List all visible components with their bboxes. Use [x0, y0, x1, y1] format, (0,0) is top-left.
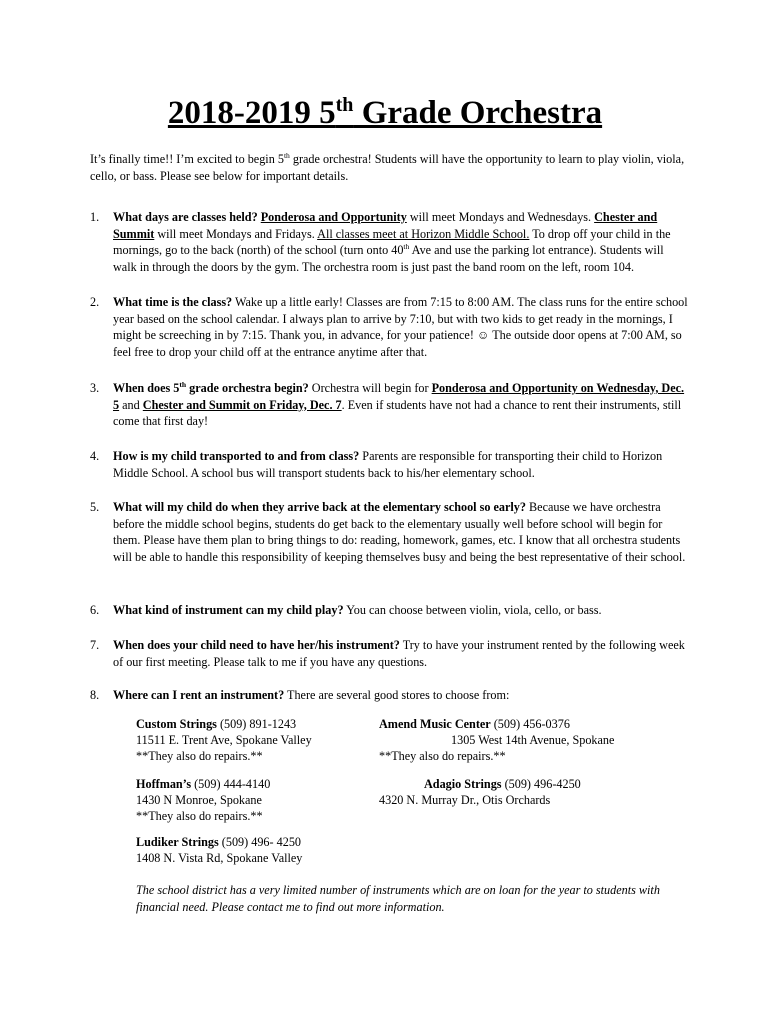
loan-instruments-note: The school district has a very limited number of instruments which are on loan for the year to students with financial need. Please contact me to find out more information.	[136, 883, 660, 914]
location-note: All classes meet at Horizon Middle School.	[317, 226, 530, 241]
store-amend-music-center	[379, 717, 614, 764]
superscript: th	[179, 379, 187, 389]
store-repair-note: **They also do repairs.**	[136, 748, 263, 763]
faq-text: will meet Mondays and Wednesdays.	[406, 210, 595, 224]
faq-item-8	[90, 687, 690, 704]
faq-question: What will my child do when they arrive back at the elementary school so early?	[113, 500, 526, 514]
faq-question: What kind of instrument can my child play?	[113, 603, 344, 617]
store-custom-strings	[136, 717, 312, 764]
store-adagio-strings	[379, 777, 581, 809]
store-address: 1408 N. Vista Rd, Spokane Valley	[136, 850, 303, 865]
item-number: 8.	[90, 688, 100, 702]
store-heading	[379, 777, 581, 793]
page-title	[0, 95, 770, 131]
intro-paragraph	[90, 151, 690, 184]
title-text-end: Grade Orchestra	[353, 95, 603, 131]
store-heading	[136, 717, 312, 733]
item-number: 7.	[90, 638, 100, 652]
store-phone: (509) 496-4250	[501, 777, 581, 791]
faq-item-body	[113, 637, 690, 670]
start-date-1: Ponderosa and Opportunity on Wednesday, Dec. 5	[113, 381, 685, 412]
title-text: 2018-2019 5	[167, 95, 336, 131]
faq-item-1	[90, 209, 690, 275]
faq-text: and	[119, 397, 143, 412]
faq-item-3	[90, 380, 690, 430]
store-phone: (509) 456-0376	[490, 717, 570, 731]
faq-item-body	[113, 602, 690, 619]
faq-question-end: grade orchestra begin?	[186, 381, 309, 395]
faq-item-body	[113, 687, 690, 704]
faq-item-7	[90, 637, 690, 670]
item-number: 2.	[90, 295, 100, 309]
faq-item-body	[113, 294, 690, 360]
title-superscript: th	[335, 94, 354, 116]
faq-question: When does your child need to have her/his instrument?	[113, 638, 400, 652]
store-name: Ludiker Strings	[136, 835, 219, 849]
item-number: 4.	[90, 449, 100, 463]
faq-item-6	[90, 602, 690, 619]
faq-answer: There are several good stores to choose from:	[284, 688, 510, 702]
superscript: th	[403, 242, 410, 252]
store-address: 1305 West 14th Avenue, Spokane	[451, 732, 615, 747]
store-ludiker-strings	[136, 835, 302, 867]
faq-answer: Try to have your instrument rented by the following week of our first meeting. Please talk to me if you have any questions.	[113, 638, 685, 669]
faq-item-body	[113, 499, 690, 565]
store-phone: (509) 444-4140	[191, 777, 271, 791]
faq-question: When does 5	[113, 381, 180, 395]
item-number: 3.	[90, 381, 100, 395]
faq-item-body	[113, 448, 690, 481]
intro-superscript: th	[283, 150, 290, 160]
store-phone: (509) 891-1243	[216, 717, 297, 731]
store-address: 1430 N Monroe, Spokane	[136, 792, 262, 807]
item-number: 1.	[90, 210, 100, 224]
item-number: 6.	[90, 603, 100, 617]
store-address: 11511 E. Trent Ave, Spokane Valley	[136, 732, 312, 747]
faq-answer: You can choose between violin, viola, cello, or bass.	[343, 603, 602, 617]
intro-text-a: It’s finally time!! I’m excited to begin 5	[90, 152, 284, 166]
school-group-2: Chester and Summit	[113, 210, 658, 241]
faq-answer: Wake up a little early! Classes are from 7:15 to 8:00 AM. The class runs for the entire school year based on the school calendar. I always plan to arrive by 7:10, but with two kids to get ready in the mornings, I might be screeching in by 7:15. Thank you, in advance, for your patience! ☺ The outside door opens at 7:00 AM, so feel free to drop your child off at the entrance anytime after that.	[113, 295, 688, 359]
faq-question: What days are classes held?	[113, 210, 258, 224]
store-heading	[379, 717, 614, 733]
faq-item-5	[90, 499, 690, 565]
store-name: Custom Strings	[136, 717, 217, 731]
school-group-1: Ponderosa and Opportunity	[260, 210, 407, 224]
faq-item-body	[113, 209, 690, 275]
faq-text: . Even if students have not had a chance to rent their instruments, still come that first day!	[113, 397, 682, 429]
faq-item-4	[90, 448, 690, 481]
faq-question: What time is the class?	[113, 295, 233, 309]
store-name: Adagio Strings	[424, 777, 502, 791]
store-heading	[136, 835, 302, 851]
store-heading	[136, 777, 270, 793]
faq-question: Where can I rent an instrument?	[113, 688, 285, 702]
start-date-2: Chester and Summit on Friday, Dec. 7	[142, 397, 342, 412]
store-repair-note: **They also do repairs.**	[136, 808, 263, 823]
intro-text-b: grade orchestra! Students will have the opportunity to learn to play violin, viola, cello, or bass. Please see below for important details.	[90, 152, 685, 183]
faq-item-body	[113, 380, 690, 430]
faq-question: How is my child transported to and from class?	[113, 449, 360, 463]
faq-text: Orchestra will begin for	[308, 381, 432, 395]
store-name: Hoffman’s	[136, 777, 192, 791]
store-name: Amend Music Center	[379, 717, 491, 731]
faq-text: To drop off your child in the mornings, go to the back (north) of the school (turn onto 40	[113, 226, 671, 258]
faq-text: Ave and use the parking lot entrance). Students will walk in through the doors by the gym. The orchestra room is just past the band room on the left, room 104.	[113, 243, 664, 274]
faq-answer: Because we have orchestra before the middle school begins, students do get back to the elementary usually well before school will begin for them. Please have them plan to bring things to do: reading, homework, games, etc. I know that all orchestra students will be able to handle this responsibility of keeping themselves busy and being the best representative of their school.	[113, 500, 686, 564]
store-repair-note: **They also do repairs.**	[379, 748, 506, 763]
faq-answer: Parents are responsible for transporting their child to Horizon Middle School. A school bus will transport students back to his/her elementary school.	[113, 449, 663, 480]
store-hoffmans	[136, 777, 270, 824]
item-number: 5.	[90, 500, 100, 514]
store-address: 4320 N. Murray Dr., Otis Orchards	[379, 792, 551, 807]
store-phone: (509) 496- 4250	[218, 835, 302, 849]
faq-text: will meet Mondays and Fridays.	[154, 226, 318, 241]
faq-item-2	[90, 294, 690, 360]
